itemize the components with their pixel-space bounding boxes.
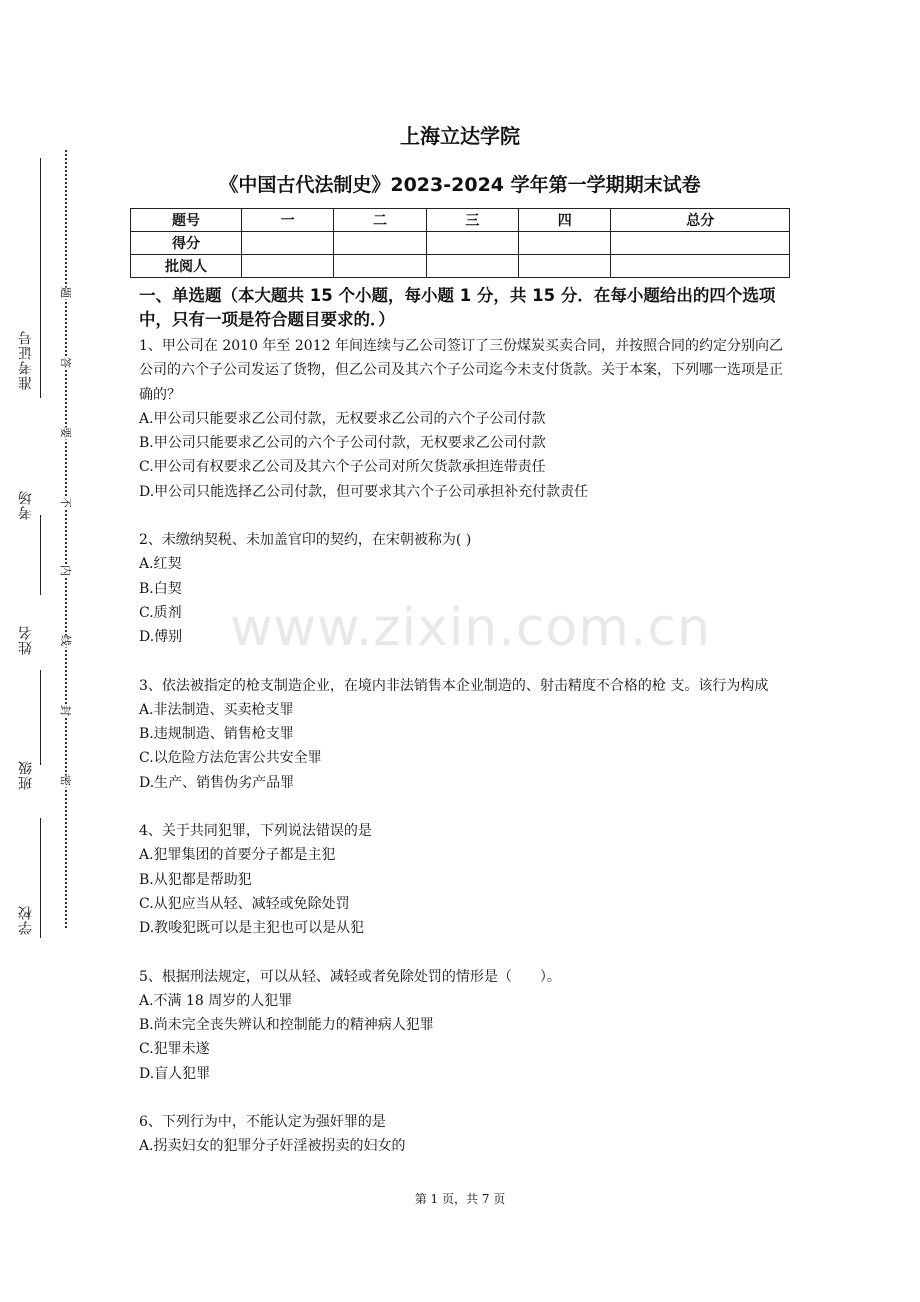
question-stem: 5、根据刑法规定，可以从轻、减轻或者免除处罚的情形是（ ）。	[139, 968, 561, 985]
score-cell	[242, 232, 334, 255]
binding-margin	[8, 150, 62, 950]
question-6	[139, 1110, 791, 1159]
seal-word: 题	[60, 285, 72, 299]
field-exam-number-label: 准考证号	[18, 330, 34, 390]
question-1	[139, 334, 791, 504]
option-a: A.不满 18 周岁的人犯罪	[139, 992, 293, 1009]
option-a: A.红契	[139, 556, 182, 573]
question-stem: 6、下列行为中，不能认定为强奸罪的是	[139, 1114, 386, 1131]
question-5	[139, 965, 791, 1086]
score-cell	[611, 232, 790, 255]
seal-line	[65, 150, 67, 928]
question-3	[139, 674, 791, 795]
seal-word: 答	[60, 355, 72, 369]
option-a: A.甲公司只能要求乙公司付款，无权要求乙公司的六个子公司付款	[139, 410, 546, 427]
option-b: B.违规制造、销售枪支罪	[139, 726, 294, 743]
table-row	[131, 255, 790, 278]
field-school-label: 学校	[18, 905, 34, 935]
section-heading: 一、单选题（本大题共 15 个小题，每小题 1 分，共 15 分．在每小题给出的四个选项中，只有一项是符合题目要求的．）	[139, 286, 776, 329]
column-header: 二	[334, 209, 426, 232]
option-c: C.从犯应当从轻、减轻或免除处罚	[139, 895, 350, 912]
option-c: C.以危险方法危害公共安全罪	[139, 750, 322, 767]
question-stem: 4、关于共同犯罪，下列说法错误的是	[139, 823, 372, 840]
column-header: 四	[519, 209, 611, 232]
seal-word: 要	[60, 425, 72, 439]
option-b: B.从犯都是帮助犯	[139, 871, 252, 888]
row-label: 批阅人	[131, 255, 242, 278]
table-row	[131, 232, 790, 255]
option-d: D.甲公司只能选择乙公司付款，但可要求其六个子公司承担补充付款责任	[139, 483, 589, 500]
divider	[40, 515, 41, 595]
option-b: B.尚未完全丧失辨认和控制能力的精神病人犯罪	[139, 1017, 434, 1034]
grader-cell	[242, 255, 334, 278]
watermark: www.zixin.com.cn	[230, 598, 711, 658]
column-header: 总分	[611, 209, 790, 232]
exam-title: 《中国古代法制史》2023-2024 学年第一学期期末试卷	[219, 174, 701, 196]
seal-word: 不	[60, 495, 72, 509]
question-stem: 2、未缴纳契税、未加盖官印的契约，在宋朝被称为( )	[139, 532, 472, 549]
grader-cell	[611, 255, 790, 278]
divider	[40, 818, 41, 938]
divider	[40, 158, 41, 398]
grader-cell	[334, 255, 426, 278]
field-class-label: 班级	[18, 760, 34, 790]
option-d: D.生产、销售伪劣产品罪	[139, 774, 295, 791]
divider	[40, 670, 41, 765]
option-b: B.甲公司只能要求乙公司的六个子公司付款，无权要求乙公司付款	[139, 435, 546, 452]
grader-cell	[426, 255, 518, 278]
option-a: A.非法制造、买卖枪支罪	[139, 701, 294, 718]
exam-content	[139, 284, 791, 1183]
seal-word: 内	[60, 563, 72, 577]
option-d: D.盲人犯罪	[139, 1065, 211, 1082]
field-exam-room-label: 考场	[18, 490, 34, 520]
table-row	[131, 209, 790, 232]
row-label: 得分	[131, 232, 242, 255]
option-d: D.教唆犯既可以是主犯也可以是从犯	[139, 920, 365, 937]
option-b: B.白契	[139, 580, 182, 597]
score-cell	[426, 232, 518, 255]
column-header: 一	[242, 209, 334, 232]
score-cell	[334, 232, 426, 255]
option-c: C.犯罪未遂	[139, 1041, 210, 1058]
option-d: D.傅别	[139, 629, 183, 646]
question-stem: 1、甲公司在 2010 年至 2012 年间连续与乙公司签订了三份煤炭买卖合同，并按照合同的约定分别向乙公司的六个子公司发运了货物，但乙公司及其六个子公司迄今未支付货款。关于本案，下列哪一选项是正确的？	[139, 338, 783, 403]
school-title: 上海立达学院	[400, 124, 520, 148]
page-footer: 第 1 页，共 7 页	[414, 1192, 506, 1206]
row-label: 题号	[131, 209, 242, 232]
question-4	[139, 819, 791, 940]
question-stem: 3、依法被指定的枪支制造企业，在境内非法销售本企业制造的、射击精度不合格的枪 支。该行为构成	[139, 677, 769, 694]
seal-word: 密	[60, 773, 72, 787]
option-a: A.犯罪集团的首要分子都是主犯	[139, 847, 336, 864]
question-2	[139, 528, 791, 649]
seal-word: 线	[60, 633, 72, 647]
score-cell	[519, 232, 611, 255]
option-a: A.拐卖妇女的犯罪分子奸淫被拐卖的妇女的	[139, 1138, 406, 1155]
option-c: C.甲公司有权要求乙公司及其六个子公司对所欠货款承担连带责任	[139, 459, 546, 476]
column-header: 三	[426, 209, 518, 232]
seal-word: 封	[60, 703, 72, 717]
grader-cell	[519, 255, 611, 278]
option-c: C.质剂	[139, 604, 182, 621]
score-table	[130, 208, 790, 278]
field-name-label: 姓名	[18, 625, 34, 655]
